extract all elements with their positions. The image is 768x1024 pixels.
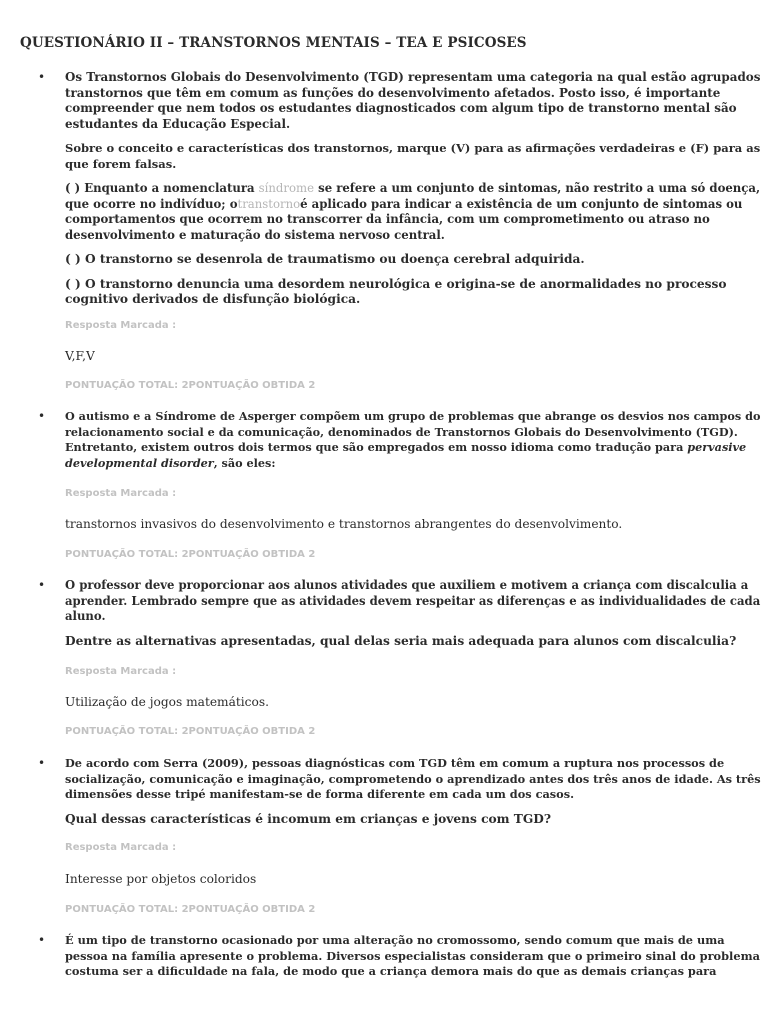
score-line: PONTUAÇÃO TOTAL: 2PONTUAÇÃO OBTIDA 2 <box>65 549 316 560</box>
score-line: PONTUAÇÃO TOTAL: 2PONTUAÇÃO OBTIDA 2 <box>65 904 316 915</box>
answer-label: Resposta Marcada : <box>65 842 177 853</box>
score-line: PONTUAÇÃO TOTAL: 2PONTUAÇÃO OBTIDA 2 <box>65 380 316 391</box>
question-text: É um tipo de transtorno ocasionado por uma alteração no cromossomo, sendo comum que mais de uma pessoa na família apresente o problema. Diversos especialistas consideram que o primeiro sinal do problema costuma ser a dificuldade na fala, de modo que a criança demora mais do que as demais crianças para <box>65 933 760 978</box>
score-line: PONTUAÇÃO TOTAL: 2PONTUAÇÃO OBTIDA 2 <box>65 726 316 737</box>
bullet: • <box>38 756 46 770</box>
statement-3: ( ) O transtorno denuncia uma desordem neurológica e origina-se de anormalidades no processo cognitivo derivados de disfunção biológica. <box>65 276 727 306</box>
answer-value: V,F,V <box>65 349 95 363</box>
question-text: De acordo com Serra (2009), pessoas diagnósticas com TGD têm em comum a ruptura nos processos de socialização, comunicação e imaginação, comprometendo o aprendizado antes dos três anos de idade. As três dimensões desse tripé manifestam-se de forma diferente em cada um dos casos. <box>65 756 761 801</box>
page-title: QUESTIONÁRIO II – TRANSTORNOS MENTAIS – TEA E PSICOSES <box>20 35 527 51</box>
question-prompt: Dentre as alternativas apresentadas, qual delas seria mais adequada para alunos com discalculia? <box>65 633 737 648</box>
statement-1: ( ) Enquanto a nomenclatura síndrome se refere a um conjunto de sintomas, não restrito a uma só doença, que ocorre no indivíduo; otranstornoé aplicado para indicar a existência de um conjunto de sintomas ou comportamentos que ocorrem no transcorrer da infância, com um comprometimento ou atraso no desenvolvimento e maturação do sistema nervoso central. <box>65 181 761 242</box>
statement-2: ( ) O transtorno se desenrola de traumatismo ou doença cerebral adquirida. <box>65 252 585 266</box>
question-text: Os Transtornos Globais do Desenvolvimento (TGD) representam uma categoria na qual estão agrupados transtornos que têm em comum as funções do desenvolvimento afetados. Posto isso, é importante compreender que nem todos os estudantes diagnosticados com algum tipo de transtorno mental são estudantes da Educação Especial. <box>65 70 761 131</box>
answer-label: Resposta Marcada : <box>65 320 177 331</box>
question-text: O professor deve proporcionar aos alunos atividades que auxiliem e motivem a criança com discalculia a aprender. Lembrado sempre que as atividades devem respeitar as diferenças e as individualidades de cada aluno. <box>65 578 761 623</box>
question-prompt: Qual dessas características é incomum em crianças e jovens com TGD? <box>65 811 551 826</box>
bullet: • <box>38 70 46 84</box>
answer-value: Utilização de jogos matemáticos. <box>65 695 269 709</box>
answer-label: Resposta Marcada : <box>65 488 177 499</box>
question-1 <box>38 70 761 317</box>
bullet: • <box>38 578 46 592</box>
question-5 <box>38 933 758 989</box>
question-2 <box>38 409 761 480</box>
answer-value: Interesse por objetos coloridos <box>65 872 257 886</box>
question-instruction: Sobre o conceito e características dos transtornos, marque (V) para as afirmações verdadeiras e (F) para as que forem falsas. <box>65 141 761 171</box>
question-text: O autismo e a Síndrome de Asperger compõem um grupo de problemas que abrange os desvios nos campos do relacionamento social e da comunicação, denominados de Transtornos Globais do Desenvolvimento (TGD). Entretanto, existem outros dois termos que são empregados em nosso idioma como tradução para pervasive developmental disorder, são eles: <box>65 409 761 470</box>
answer-label: Resposta Marcada : <box>65 666 177 677</box>
answer-value: transtornos invasivos do desenvolvimento e transtornos abrangentes do desenvolvimento. <box>65 517 623 531</box>
question-4 <box>38 756 761 836</box>
question-3 <box>38 578 761 658</box>
bullet: • <box>38 409 46 423</box>
bullet: • <box>38 933 46 947</box>
